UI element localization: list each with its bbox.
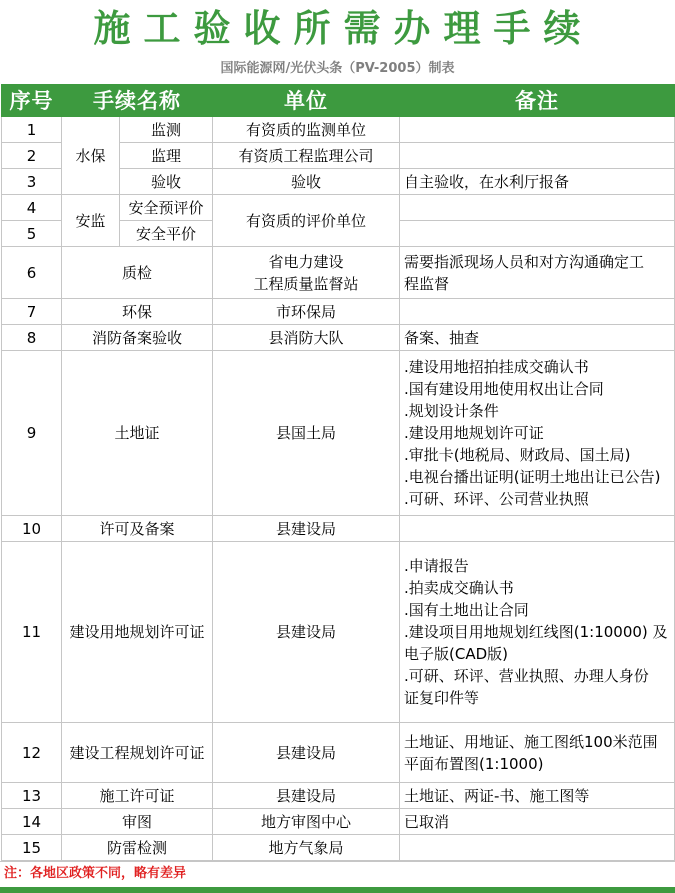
table-row [2, 351, 675, 516]
unit-cell: 地方审图中心 [213, 809, 400, 835]
remark-line: .电视台播出证明(证明土地出让已公告) [404, 468, 661, 486]
sub-procedure: 监理 [120, 143, 213, 169]
bottom-bar [0, 887, 675, 893]
remark-cell: 自主验收，在水利厅报备 [400, 169, 675, 195]
remark-cell [400, 143, 675, 169]
procedure-name: 防雷检测 [62, 835, 213, 861]
row-number: 8 [2, 325, 62, 351]
table-row [2, 783, 675, 809]
procedure-name: 质检 [62, 247, 213, 299]
header-remark: 备注 [400, 85, 675, 117]
group-label: 安监 [62, 195, 120, 247]
remark-line: .建设用地规划许可证 [404, 424, 544, 442]
remark-line: .建设用地招拍挂成交确认书 [404, 358, 589, 376]
table-row [2, 835, 675, 861]
remark-cell: 已取消 [400, 809, 675, 835]
sub-procedure: 验收 [120, 169, 213, 195]
remark-cell [400, 542, 675, 723]
row-number: 15 [2, 835, 62, 861]
sub-procedure: 安全预评价 [120, 195, 213, 221]
table-row [2, 809, 675, 835]
unit-cell: 验收 [213, 169, 400, 195]
row-number: 13 [2, 783, 62, 809]
row-number: 12 [2, 723, 62, 783]
remark-line: 程监督 [404, 274, 450, 293]
header-no: 序号 [2, 85, 62, 117]
row-number: 2 [2, 143, 62, 169]
table-row [2, 195, 675, 221]
footnote: 注：各地区政策不同，略有差异 [0, 861, 675, 886]
procedure-name: 土地证 [62, 351, 213, 516]
remark-line: .可研、环评、公司营业执照 [404, 490, 589, 508]
row-number: 1 [2, 117, 62, 143]
remark-line: .国有建设用地使用权出让合同 [404, 380, 604, 398]
remark-cell [400, 723, 675, 783]
table-header-row [2, 85, 675, 117]
procedure-name: 审图 [62, 809, 213, 835]
page-title: 施工验收所需办理手续 [93, 7, 594, 50]
remark-line: .申请报告 [404, 557, 469, 575]
unit-cell: 县消防大队 [213, 325, 400, 351]
row-number: 4 [2, 195, 62, 221]
remark-line: 电子版(CAD版) [404, 645, 508, 663]
procedures-table [1, 84, 675, 861]
remark-line: .拍卖成交确认书 [404, 579, 514, 597]
procedure-name: 消防备案验收 [62, 325, 213, 351]
unit-line: 工程质量监督站 [253, 274, 359, 293]
unit-cell: 县建设局 [213, 723, 400, 783]
row-number: 11 [2, 542, 62, 723]
remark-cell [400, 835, 675, 861]
unit-cell: 县建设局 [213, 783, 400, 809]
unit-cell: 有资质工程监理公司 [213, 143, 400, 169]
remark-line: .可研、环评、营业执照、办理人身份 [404, 667, 649, 685]
unit-cell: 县国土局 [213, 351, 400, 516]
table-row [2, 117, 675, 143]
group-label: 水保 [62, 117, 120, 195]
unit-cell: 县建设局 [213, 516, 400, 542]
remark-cell: 土地证、两证-书、施工图等 [400, 783, 675, 809]
table-row [2, 542, 675, 723]
table-row [2, 247, 675, 299]
remark-line: .建设项目用地规划红线图(1:10000) 及 [404, 623, 668, 641]
remark-cell [400, 351, 675, 516]
row-number: 3 [2, 169, 62, 195]
row-number: 10 [2, 516, 62, 542]
sub-procedure: 监测 [120, 117, 213, 143]
row-number: 14 [2, 809, 62, 835]
remark-cell [400, 516, 675, 542]
procedure-name: 建设工程规划许可证 [62, 723, 213, 783]
procedure-name: 建设用地规划许可证 [62, 542, 213, 723]
remark-line: 需要指派现场人员和对方沟通确定工 [404, 252, 645, 271]
remark-line: 土地证、用地证、施工图纸100米范围 [404, 732, 658, 751]
page-subtitle: 国际能源网/光伏头条（PV-2005）制表 [220, 61, 455, 76]
table-row [2, 516, 675, 542]
table-row [2, 299, 675, 325]
table-row [2, 325, 675, 351]
procedure-name: 环保 [62, 299, 213, 325]
remark-cell: 备案、抽查 [400, 325, 675, 351]
remark-cell [400, 195, 675, 221]
unit-cell: 有资质的评价单位 [213, 195, 400, 247]
remark-line: 平面布置图(1:1000) [404, 754, 544, 773]
remark-cell [400, 117, 675, 143]
row-number: 6 [2, 247, 62, 299]
unit-cell: 市环保局 [213, 299, 400, 325]
remark-line: .规划设计条件 [404, 402, 499, 420]
unit-cell: 地方气象局 [213, 835, 400, 861]
table-row [2, 723, 675, 783]
header-unit: 单位 [213, 85, 400, 117]
procedure-name: 施工许可证 [62, 783, 213, 809]
row-number: 5 [2, 221, 62, 247]
row-number: 9 [2, 351, 62, 516]
remark-cell [400, 221, 675, 247]
remark-cell [400, 299, 675, 325]
remark-line: 证复印件等 [404, 689, 480, 707]
unit-line: 省电力建设 [268, 252, 344, 271]
unit-cell [213, 247, 400, 299]
remark-line: .审批卡(地税局、财政局、国土局) [404, 446, 631, 464]
remark-cell [400, 247, 675, 299]
sub-procedure: 安全平价 [120, 221, 213, 247]
unit-cell: 有资质的监测单位 [213, 117, 400, 143]
procedure-name: 许可及备案 [62, 516, 213, 542]
header-procedure: 手续名称 [62, 85, 213, 117]
remark-line: .国有土地出让合同 [404, 601, 529, 619]
row-number: 7 [2, 299, 62, 325]
unit-cell: 县建设局 [213, 542, 400, 723]
